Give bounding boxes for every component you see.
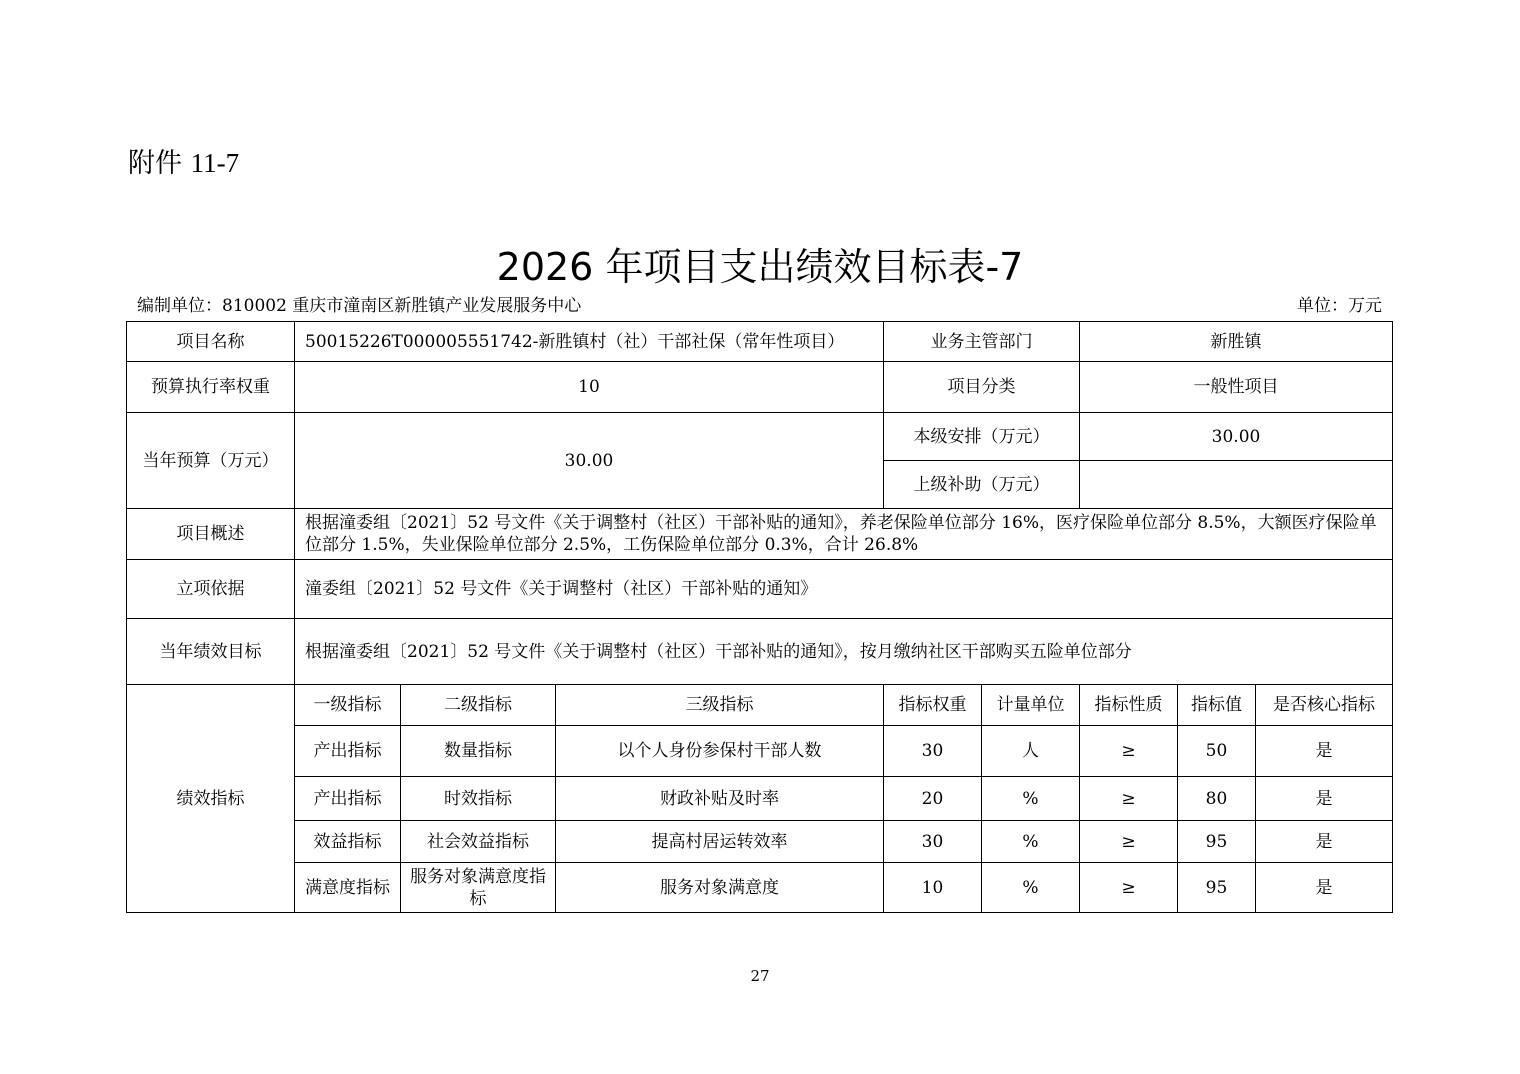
indicator-cell: 95 (1178, 821, 1256, 863)
indicator-header: 三级指标 (556, 685, 884, 726)
indicator-cell: 10 (884, 863, 982, 913)
indicator-cell: % (982, 863, 1080, 913)
indicator-header: 指标权重 (884, 685, 982, 726)
indicator-row (127, 821, 1393, 863)
row-basis (127, 560, 1393, 619)
indicator-cell: 时效指标 (401, 777, 556, 821)
indicator-cell: 服务对象满意度指标 (401, 863, 556, 913)
indicator-cell: 效益指标 (295, 821, 401, 863)
attachment-number: 11-7 (190, 148, 240, 178)
indicator-header: 指标性质 (1080, 685, 1178, 726)
indicator-cell: 50 (1178, 726, 1256, 777)
indicator-header: 是否核心指标 (1256, 685, 1393, 726)
indicator-cell: % (982, 821, 1080, 863)
indicator-cell: 提高村居运转效率 (556, 821, 884, 863)
indicator-cell: 30 (884, 726, 982, 777)
indicator-cell: 是 (1256, 821, 1393, 863)
goal-value: 根据潼委组〔2021〕52 号文件《关于调整村（社区）干部补贴的通知》，按月缴纳社区干部购买五险单位部分 (295, 619, 1393, 685)
dept-value: 新胜镇 (1080, 322, 1393, 362)
performance-table (126, 321, 1393, 913)
indicator-cell: 数量指标 (401, 726, 556, 777)
attachment-label-text: 附件 (128, 148, 182, 179)
superior-budget-label: 上级补助（万元） (884, 461, 1080, 509)
local-budget-label: 本级安排（万元） (884, 413, 1080, 461)
indicator-cell: 是 (1256, 777, 1393, 821)
superior-budget-value (1080, 461, 1393, 509)
annual-budget-value: 30.00 (295, 413, 884, 509)
indicator-header: 二级指标 (401, 685, 556, 726)
indicator-cell: 服务对象满意度 (556, 863, 884, 913)
indicator-cell: 满意度指标 (295, 863, 401, 913)
basis-value: 潼委组〔2021〕52 号文件《关于调整村（社区）干部补贴的通知》 (295, 560, 1393, 619)
row-annual-budget (127, 413, 1393, 461)
project-name-value: 50015226T000005551742-新胜镇村（社）干部社保（常年性项目） (295, 322, 884, 362)
indicator-header: 计量单位 (982, 685, 1080, 726)
indicator-header: 一级指标 (295, 685, 401, 726)
local-budget-value: 30.00 (1080, 413, 1393, 461)
indicator-header-row (127, 685, 1393, 726)
goal-label: 当年绩效目标 (127, 619, 295, 685)
category-label: 项目分类 (884, 362, 1080, 413)
indicator-cell: 30 (884, 821, 982, 863)
basis-label: 立项依据 (127, 560, 295, 619)
row-goal (127, 619, 1393, 685)
dept-label: 业务主管部门 (884, 322, 1080, 362)
row-budget-rate (127, 362, 1393, 413)
indicator-cell: 80 (1178, 777, 1256, 821)
indicator-cell: 以个人身份参保村干部人数 (556, 726, 884, 777)
project-name-label: 项目名称 (127, 322, 295, 362)
annual-budget-label: 当年预算（万元） (127, 413, 295, 509)
overview-value: 根据潼委组〔2021〕52 号文件《关于调整村（社区）干部补贴的通知》，养老保险单位部分 16%，医疗保险单位部分 8.5%，大额医疗保险单位部分 1.5%，失业保险单位部分 2.5%，工伤保险单位部分 0.3%，合计 26.8% (295, 509, 1393, 560)
indicator-cell: 人 (982, 726, 1080, 777)
indicator-cell: 20 (884, 777, 982, 821)
overview-label: 项目概述 (127, 509, 295, 560)
attachment-label (128, 143, 239, 184)
category-value: 一般性项目 (1080, 362, 1393, 413)
indicator-cell: 财政补贴及时率 (556, 777, 884, 821)
budget-rate-value: 10 (295, 362, 884, 413)
indicator-cell: ≥ (1080, 777, 1178, 821)
indicator-header: 指标值 (1178, 685, 1256, 726)
page-title: 2026 年项目支出绩效目标表-7 (496, 245, 1024, 289)
indicator-cell: ≥ (1080, 863, 1178, 913)
indicator-cell: 95 (1178, 863, 1256, 913)
indicator-cell: 是 (1256, 726, 1393, 777)
indicator-cell: % (982, 777, 1080, 821)
row-overview (127, 509, 1393, 560)
indicator-cell: 社会效益指标 (401, 821, 556, 863)
indicator-row (127, 777, 1393, 821)
indicator-cell: ≥ (1080, 726, 1178, 777)
budget-rate-label: 预算执行率权重 (127, 362, 295, 413)
indicator-cell: ≥ (1080, 821, 1178, 863)
indicator-cell: 产出指标 (295, 726, 401, 777)
compiling-unit: 编制单位：810002 重庆市潼南区新胜镇产业发展服务中心 (137, 296, 582, 316)
indicator-row (127, 726, 1393, 777)
indicators-label: 绩效指标 (127, 685, 295, 913)
page-number: 27 (750, 967, 770, 985)
row-project-name (127, 322, 1393, 362)
currency-unit: 单位：万元 (1297, 296, 1382, 316)
indicator-row (127, 863, 1393, 913)
indicator-cell: 产出指标 (295, 777, 401, 821)
indicator-cell: 是 (1256, 863, 1393, 913)
